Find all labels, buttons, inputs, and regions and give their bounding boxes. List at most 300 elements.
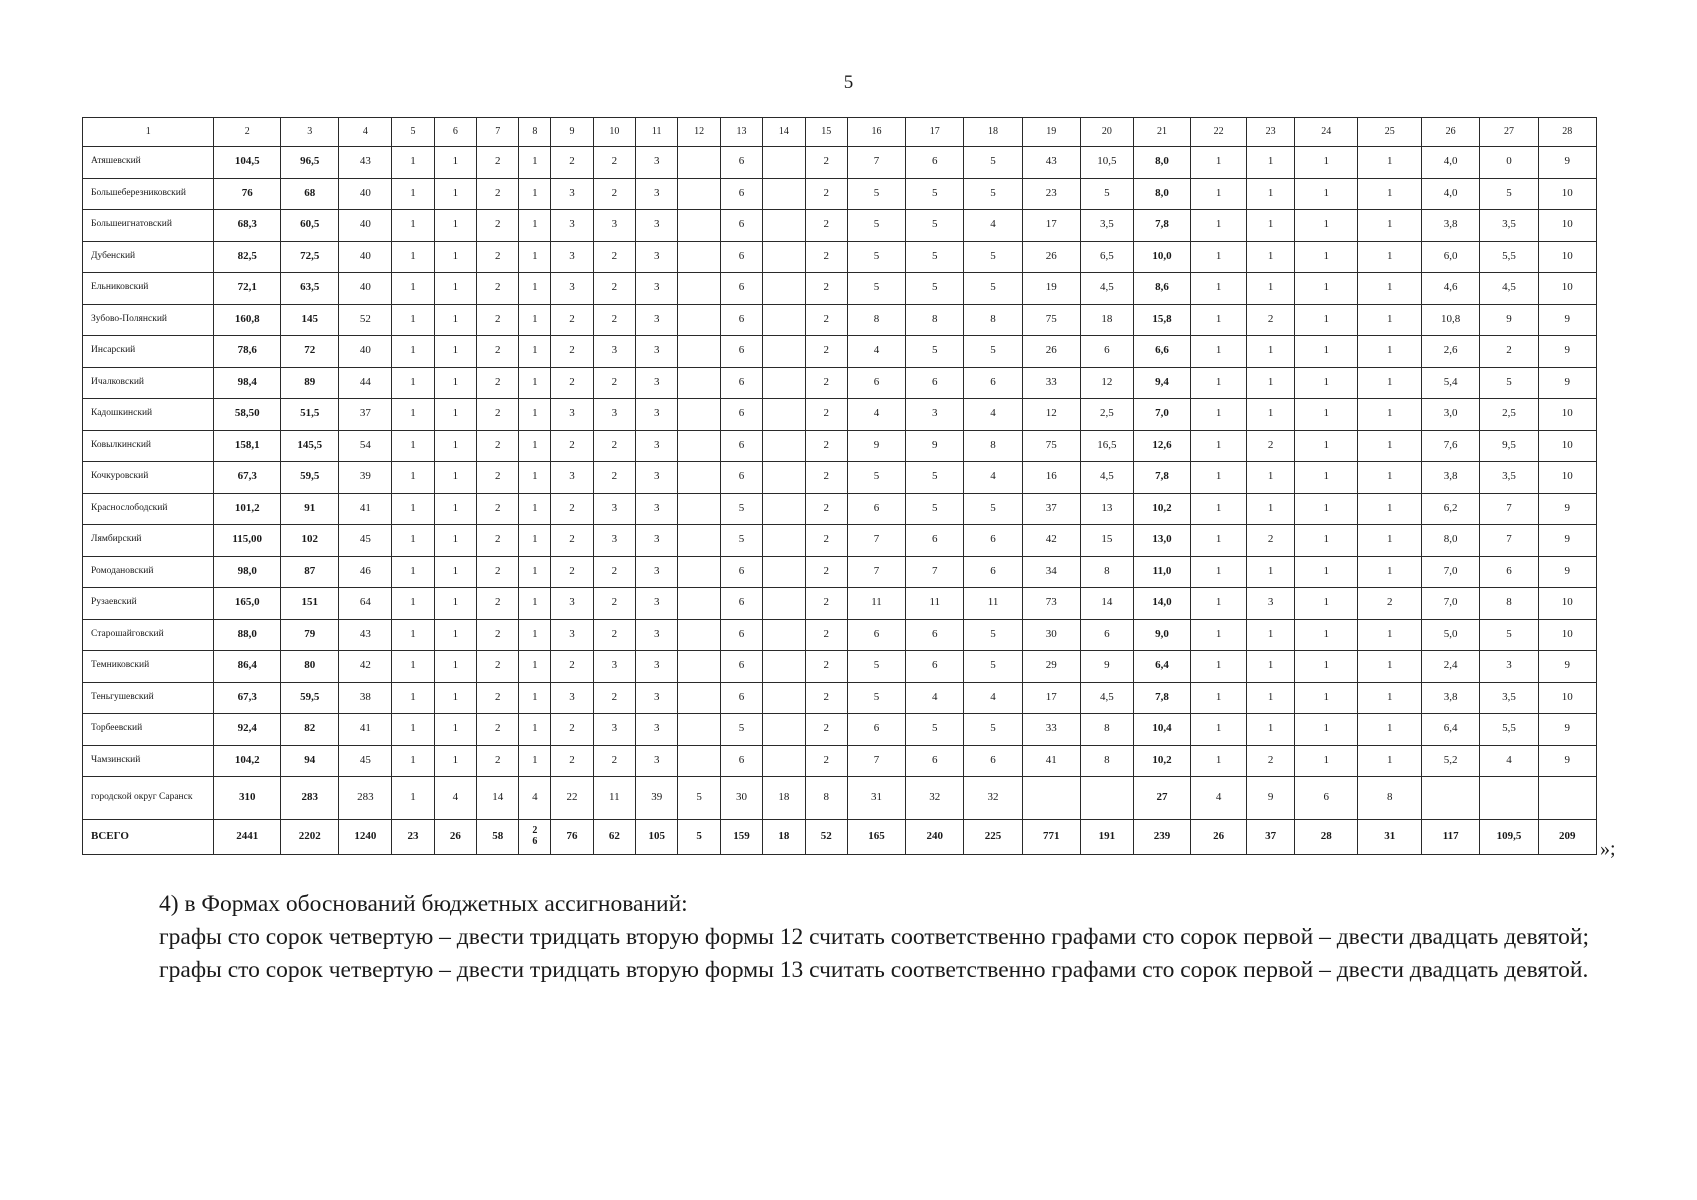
table-cell: 3 — [636, 241, 678, 273]
table-cell: 7,8 — [1133, 210, 1190, 242]
table-cell: 2 — [805, 462, 847, 494]
table-cell: 102 — [281, 525, 339, 557]
district-name-cell: Инсарский — [83, 336, 214, 368]
column-number-header: 25 — [1358, 118, 1422, 147]
table-cell: 42 — [339, 651, 392, 683]
table-cell: 10 — [1538, 178, 1596, 210]
table-cell: 7 — [1480, 493, 1538, 525]
table-cell: 6 — [847, 619, 905, 651]
table-cell: 109,5 — [1480, 820, 1538, 855]
table-cell: 3 — [636, 651, 678, 683]
table-cell: 13,0 — [1133, 525, 1190, 557]
table-cell: 1 — [434, 745, 476, 777]
district-name-cell: Торбеевский — [83, 714, 214, 746]
table-cell: 4,5 — [1080, 462, 1133, 494]
table-cell: 8,0 — [1133, 147, 1190, 179]
table-cell: 3 — [636, 399, 678, 431]
table-cell: 1 — [1294, 178, 1358, 210]
table-cell: 3 — [636, 556, 678, 588]
table-cell: 29 — [1022, 651, 1080, 683]
table-cell: 9 — [1538, 651, 1596, 683]
table-cell — [678, 462, 720, 494]
table-cell: 75 — [1022, 304, 1080, 336]
table-cell: 1 — [1191, 336, 1247, 368]
table-cell: 1 — [392, 241, 434, 273]
table-cell: 1 — [392, 588, 434, 620]
table-cell: 9,0 — [1133, 619, 1190, 651]
column-number-header: 19 — [1022, 118, 1080, 147]
table-cell: 1 — [392, 714, 434, 746]
table-cell: 3 — [593, 714, 635, 746]
table-cell: 10 — [1538, 399, 1596, 431]
district-name-cell: городской округ Саранск — [83, 777, 214, 820]
table-cell: 10,0 — [1133, 241, 1190, 273]
table-cell: 240 — [906, 820, 964, 855]
table-cell: 5 — [906, 210, 964, 242]
table-cell: 3 — [636, 430, 678, 462]
table-cell: 6 — [847, 367, 905, 399]
table-cell: 2 — [805, 714, 847, 746]
table-cell: 4,5 — [1480, 273, 1538, 305]
table-cell: 2 — [551, 430, 593, 462]
table-cell: 52 — [339, 304, 392, 336]
table-cell: 22 — [551, 777, 593, 820]
table-cell: 1 — [1358, 714, 1422, 746]
table-cell: 6 — [720, 273, 762, 305]
table-cell: 1 — [392, 462, 434, 494]
district-name-cell: Зубово-Полянский — [83, 304, 214, 336]
table-cell: 6,4 — [1133, 651, 1190, 683]
table-cell: 2202 — [281, 820, 339, 855]
table-cell: 2,4 — [1422, 651, 1480, 683]
table-cell: 6 — [720, 399, 762, 431]
paragraph-form-13: графы сто сорок четвертую – двести тридцать вторую формы 13 считать соответственно графами сто сорок первой – двести двадцать девятой. — [159, 957, 1589, 983]
district-name-cell: Кадошкинский — [83, 399, 214, 431]
table-cell: 2 — [477, 304, 519, 336]
table-cell — [678, 525, 720, 557]
table-cell: 4 — [1191, 777, 1247, 820]
table-cell: 58 — [477, 820, 519, 855]
table-cell: 11 — [847, 588, 905, 620]
table-cell: 28 — [1294, 820, 1358, 855]
district-name-cell: Краснослободский — [83, 493, 214, 525]
table-cell — [763, 273, 805, 305]
table-cell: 1 — [392, 619, 434, 651]
table-cell: 1 — [1191, 462, 1247, 494]
table-cell: 1 — [392, 399, 434, 431]
table-cell: 5,5 — [1480, 241, 1538, 273]
table-cell: 5 — [720, 493, 762, 525]
column-number-header: 24 — [1294, 118, 1358, 147]
table-cell: 6 — [906, 651, 964, 683]
table-cell: 4 — [847, 399, 905, 431]
table-cell: 3 — [636, 525, 678, 557]
table-cell: 1 — [1294, 147, 1358, 179]
table-cell: 3 — [636, 147, 678, 179]
table-cell — [763, 651, 805, 683]
table-cell: 5 — [1480, 367, 1538, 399]
table-cell: 2 — [477, 462, 519, 494]
table-cell: 1 — [1191, 430, 1247, 462]
table-cell: 1 — [392, 304, 434, 336]
table-cell: 8 — [964, 430, 1022, 462]
table-row — [83, 588, 1597, 620]
table-cell: 1 — [519, 241, 551, 273]
table-cell: 1 — [1294, 651, 1358, 683]
table-cell: 1 — [392, 777, 434, 820]
table-cell — [678, 682, 720, 714]
table-cell — [678, 178, 720, 210]
table-cell: 4 — [964, 210, 1022, 242]
table-cell: 165 — [847, 820, 905, 855]
table-cell: 1 — [392, 651, 434, 683]
table-cell — [678, 493, 720, 525]
table-cell: 8 — [1080, 745, 1133, 777]
table-cell: 8,6 — [1133, 273, 1190, 305]
table-cell: 3 — [551, 241, 593, 273]
table-cell: 59,5 — [281, 462, 339, 494]
table-cell: 2 — [477, 241, 519, 273]
table-cell: 3 — [551, 273, 593, 305]
table-cell: 1 — [1358, 304, 1422, 336]
table-cell: 191 — [1080, 820, 1133, 855]
table-cell — [763, 745, 805, 777]
table-cell: 7 — [847, 745, 905, 777]
table-row — [83, 241, 1597, 273]
table-cell: 1 — [1191, 178, 1247, 210]
table-cell: 40 — [339, 178, 392, 210]
table-cell: 1 — [1294, 210, 1358, 242]
table-cell: 39 — [339, 462, 392, 494]
table-cell: 1 — [434, 147, 476, 179]
table-cell: 1 — [519, 619, 551, 651]
table-cell: 104,5 — [214, 147, 281, 179]
table-cell: 6 — [720, 210, 762, 242]
table-cell: 6 — [1080, 619, 1133, 651]
table-cell: 2 — [805, 399, 847, 431]
table-cell — [1480, 777, 1538, 820]
table-cell: 3 — [636, 336, 678, 368]
table-cell: 3 — [1247, 588, 1295, 620]
district-name-cell: Рузаевский — [83, 588, 214, 620]
table-cell: 2 — [477, 178, 519, 210]
table-cell: 6,5 — [1080, 241, 1133, 273]
table-cell: 39 — [636, 777, 678, 820]
table-cell: 2,6 — [1422, 336, 1480, 368]
column-number-header: 1 — [83, 118, 214, 147]
table-cell: 1 — [1191, 556, 1247, 588]
table-cell: 7 — [906, 556, 964, 588]
table-cell: 51,5 — [281, 399, 339, 431]
table-cell: 2 — [477, 714, 519, 746]
table-cell: 43 — [339, 147, 392, 179]
table-cell: 40 — [339, 273, 392, 305]
table-cell: 5 — [1480, 619, 1538, 651]
table-cell: 2 — [477, 493, 519, 525]
table-cell: 2 — [1247, 430, 1295, 462]
table-cell: 2,5 — [1080, 399, 1133, 431]
table-cell: 2 — [1358, 588, 1422, 620]
table-row — [83, 367, 1597, 399]
column-number-header: 14 — [763, 118, 805, 147]
table-cell: 2 — [551, 304, 593, 336]
table-cell: 1 — [519, 745, 551, 777]
table-cell: 7 — [847, 525, 905, 557]
table-cell — [1538, 777, 1596, 820]
table-cell: 1 — [1191, 714, 1247, 746]
table-cell: 1 — [1191, 399, 1247, 431]
table-cell: 3 — [636, 367, 678, 399]
table-cell: 78,6 — [214, 336, 281, 368]
table-cell: 3 — [551, 399, 593, 431]
table-cell: 1 — [1294, 556, 1358, 588]
table-cell: 23 — [1022, 178, 1080, 210]
table-cell — [678, 273, 720, 305]
table-cell: 1 — [392, 493, 434, 525]
table-cell: 5 — [906, 241, 964, 273]
column-number-header: 8 — [519, 118, 551, 147]
table-cell: 1 — [434, 714, 476, 746]
table-cell: 60,5 — [281, 210, 339, 242]
table-cell: 14 — [477, 777, 519, 820]
table-cell: 8,0 — [1133, 178, 1190, 210]
table-cell: 8 — [1080, 714, 1133, 746]
column-number-header: 12 — [678, 118, 720, 147]
table-cell: 3 — [636, 588, 678, 620]
table-cell: 5 — [964, 714, 1022, 746]
table-cell: 1 — [1294, 273, 1358, 305]
table-cell: 2 — [593, 304, 635, 336]
table-cell: 6 — [720, 367, 762, 399]
table-cell: 1 — [1294, 430, 1358, 462]
table-cell: 3 — [636, 682, 678, 714]
table-cell: 6,0 — [1422, 241, 1480, 273]
table-cell: 5 — [906, 273, 964, 305]
table-cell: 1 — [1191, 651, 1247, 683]
table-cell: 1 — [392, 178, 434, 210]
table-row — [83, 493, 1597, 525]
table-cell: 9 — [1247, 777, 1295, 820]
table-cell: 2 — [593, 430, 635, 462]
column-number-header: 18 — [964, 118, 1022, 147]
table-cell: 5 — [964, 336, 1022, 368]
table-cell: 6 — [720, 241, 762, 273]
table-cell: 1 — [1247, 651, 1295, 683]
table-cell: 2 — [551, 147, 593, 179]
table-cell: 1 — [1294, 399, 1358, 431]
table-cell: 27 — [1133, 777, 1190, 820]
column-number-header: 16 — [847, 118, 905, 147]
table-cell: 10 — [1538, 682, 1596, 714]
table-cell: 4 — [847, 336, 905, 368]
table-cell — [763, 493, 805, 525]
table-cell: 1 — [1294, 304, 1358, 336]
table-cell: 94 — [281, 745, 339, 777]
table-cell: 2 — [551, 745, 593, 777]
table-cell: 10,4 — [1133, 714, 1190, 746]
table-cell: 1 — [434, 367, 476, 399]
table-cell: 5 — [678, 820, 720, 855]
table-row — [83, 147, 1597, 179]
district-name-cell: Ромодановский — [83, 556, 214, 588]
table-cell: 26 — [434, 820, 476, 855]
table-cell — [763, 367, 805, 399]
table-cell: 1 — [1191, 745, 1247, 777]
table-cell: 86,4 — [214, 651, 281, 683]
table-cell: 1 — [434, 336, 476, 368]
table-cell: 67,3 — [214, 682, 281, 714]
table-cell: 6 — [720, 588, 762, 620]
table-cell: 10,2 — [1133, 745, 1190, 777]
table-cell: 0 — [1480, 147, 1538, 179]
table-cell: 5 — [906, 336, 964, 368]
table-cell: 26 — [1191, 820, 1247, 855]
column-number-header: 3 — [281, 118, 339, 147]
table-cell: 9 — [1538, 336, 1596, 368]
table-cell: 8 — [906, 304, 964, 336]
table-cell: 1 — [1358, 462, 1422, 494]
table-cell: 82,5 — [214, 241, 281, 273]
table-cell: 82 — [281, 714, 339, 746]
table-cell: 2 — [805, 178, 847, 210]
table-cell: 89 — [281, 367, 339, 399]
table-cell: 4,5 — [1080, 682, 1133, 714]
table-cell: 2 — [805, 241, 847, 273]
table-cell: 2 — [477, 430, 519, 462]
table-cell: 1 — [519, 430, 551, 462]
table-cell — [678, 336, 720, 368]
table-cell: 11 — [906, 588, 964, 620]
table-cell: 5,2 — [1422, 745, 1480, 777]
table-cell: 2 — [805, 336, 847, 368]
district-name-cell: Ковылкинский — [83, 430, 214, 462]
table-cell: 5 — [1080, 178, 1133, 210]
table-cell: 62 — [593, 820, 635, 855]
district-name-cell: Ельниковский — [83, 273, 214, 305]
table-cell: 9 — [847, 430, 905, 462]
table-cell: 4 — [1480, 745, 1538, 777]
table-cell: 6 — [720, 619, 762, 651]
table-cell: 2 — [477, 147, 519, 179]
table-cell: 41 — [1022, 745, 1080, 777]
table-cell: 2 — [1247, 525, 1295, 557]
table-cell — [678, 430, 720, 462]
table-cell: 43 — [1022, 147, 1080, 179]
table-cell: 4 — [519, 777, 551, 820]
district-name-cell: Кочкуровский — [83, 462, 214, 494]
table-cell: 58,50 — [214, 399, 281, 431]
table-cell: 63,5 — [281, 273, 339, 305]
body-text — [92, 888, 1632, 987]
table-cell: 5 — [847, 651, 905, 683]
table-cell: 1 — [1358, 525, 1422, 557]
table-cell: 8 — [847, 304, 905, 336]
table-cell: 6 — [720, 462, 762, 494]
table-cell: 5 — [906, 493, 964, 525]
column-number-header: 13 — [720, 118, 762, 147]
table-cell: 10,2 — [1133, 493, 1190, 525]
table-cell: 5 — [906, 462, 964, 494]
table-cell: 2 — [551, 714, 593, 746]
table-cell: 9 — [1538, 493, 1596, 525]
table-cell: 1 — [434, 588, 476, 620]
table-cell: 59,5 — [281, 682, 339, 714]
table-cell: 1 — [1294, 493, 1358, 525]
column-number-header: 20 — [1080, 118, 1133, 147]
table-cell — [763, 241, 805, 273]
column-number-header: 21 — [1133, 118, 1190, 147]
district-name-cell: Большеберезниковский — [83, 178, 214, 210]
table-cell: 2 — [477, 745, 519, 777]
table-cell — [678, 745, 720, 777]
table-cell: 3 — [636, 619, 678, 651]
column-number-header: 7 — [477, 118, 519, 147]
table-cell: 6 — [906, 619, 964, 651]
table-cell — [763, 714, 805, 746]
table-cell: 2 — [477, 336, 519, 368]
closing-quote-mark: »; — [1600, 838, 1616, 860]
table-cell: 4 — [906, 682, 964, 714]
table-cell: 10 — [1538, 210, 1596, 242]
table-cell: 10,8 — [1422, 304, 1480, 336]
table-cell — [1022, 777, 1080, 820]
district-name-cell: Старошайговский — [83, 619, 214, 651]
table-cell: 1 — [1247, 493, 1295, 525]
table-cell: 26 — [1022, 241, 1080, 273]
table-cell — [763, 619, 805, 651]
table-cell: 1 — [1294, 619, 1358, 651]
table-cell: 1 — [1358, 210, 1422, 242]
table-cell: 12 — [1022, 399, 1080, 431]
table-cell: 67,3 — [214, 462, 281, 494]
table-cell: 6 — [906, 745, 964, 777]
table-cell: 3 — [636, 462, 678, 494]
table-cell: 1 — [434, 210, 476, 242]
table-row-total — [83, 820, 1597, 855]
table-cell: 1 — [519, 273, 551, 305]
column-number-header: 17 — [906, 118, 964, 147]
table-cell: 1 — [434, 178, 476, 210]
table-cell: 1 — [1358, 178, 1422, 210]
table-cell: 5 — [847, 178, 905, 210]
table-cell: 1 — [519, 178, 551, 210]
table-cell: 6 — [720, 336, 762, 368]
table-cell: 4,6 — [1422, 273, 1480, 305]
table-cell: 91 — [281, 493, 339, 525]
table-cell: 5 — [847, 210, 905, 242]
table-cell: 1 — [1191, 588, 1247, 620]
table-cell: 7,8 — [1133, 682, 1190, 714]
table-cell: 1 — [1294, 525, 1358, 557]
table-cell: 9 — [1538, 147, 1596, 179]
table-cell: 87 — [281, 556, 339, 588]
table-cell: 6,6 — [1133, 336, 1190, 368]
table-cell: 33 — [1022, 714, 1080, 746]
table-cell: 11,0 — [1133, 556, 1190, 588]
table-cell: 5 — [906, 714, 964, 746]
table-cell: 3 — [551, 682, 593, 714]
table-cell: 1 — [1191, 241, 1247, 273]
table-cell: 16,5 — [1080, 430, 1133, 462]
table-cell: 10 — [1538, 619, 1596, 651]
table-cell: 1 — [1247, 556, 1295, 588]
table-cell: 1 — [434, 399, 476, 431]
table-cell: 3 — [551, 462, 593, 494]
table-cell: 3 — [636, 210, 678, 242]
table-cell: 18 — [763, 777, 805, 820]
table-cell: 1 — [519, 147, 551, 179]
table-cell: 9,4 — [1133, 367, 1190, 399]
